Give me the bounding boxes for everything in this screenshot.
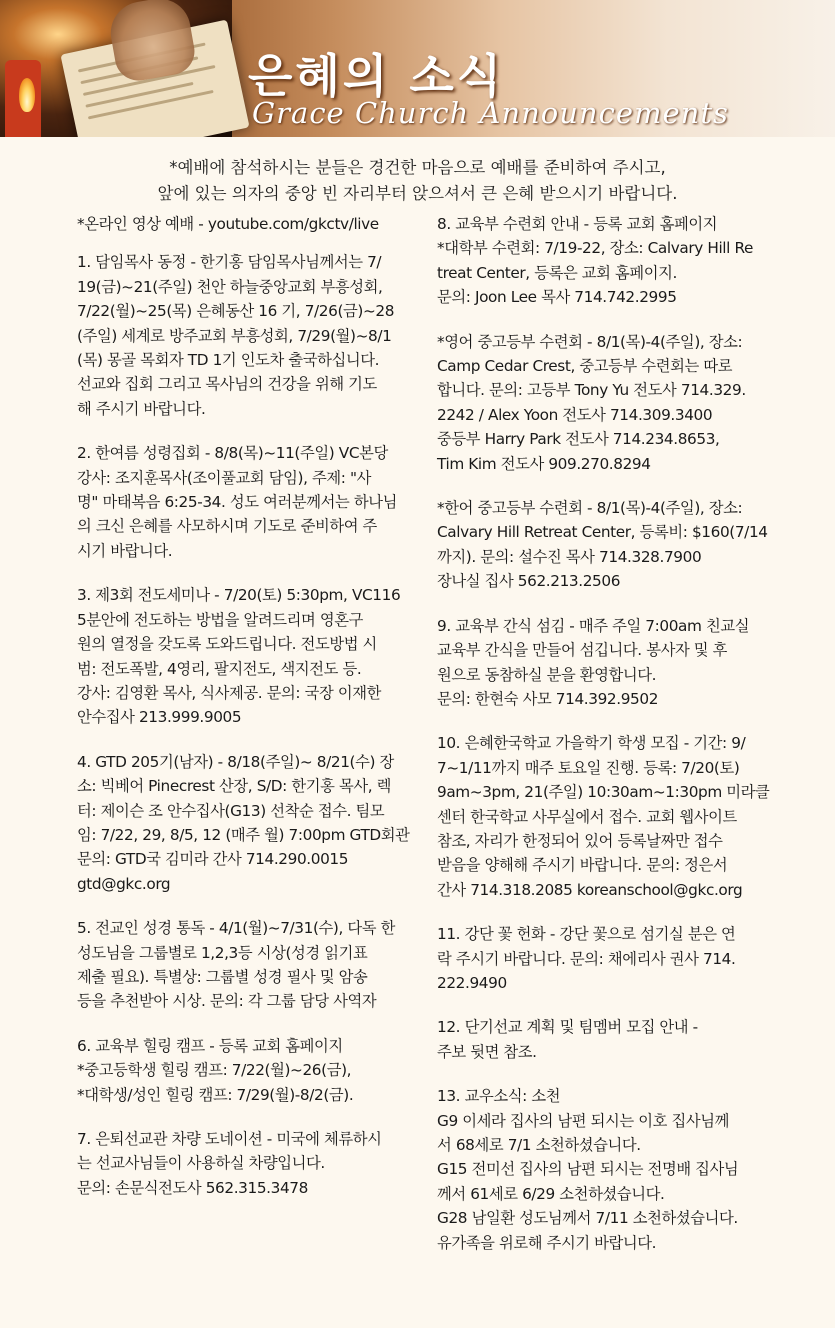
announcement-line: 3. 제3회 전도세미나 - 7/20(토) 5:30pm, VC116 bbox=[77, 586, 401, 605]
page-subtitle: Grace Church Announcements bbox=[252, 96, 729, 130]
announcement-item bbox=[77, 250, 429, 421]
announcement-line: 주보 뒷면 참조. bbox=[437, 1042, 537, 1061]
intro-line: *예배에 참석하시는 분들은 경건한 마음으로 예배를 준비하여 주시고, bbox=[169, 158, 666, 177]
announcement-line: 받음을 양해해 주시기 바랍니다. 문의: 정은서 bbox=[437, 856, 728, 875]
announcement-line: 9am~3pm, 21(주일) 10:30am~1:30pm 미라클 bbox=[437, 783, 770, 802]
announcement-line: 7. 은퇴선교관 차량 도네이션 - 미국에 체류하시 bbox=[77, 1130, 382, 1148]
announcement-line: (주일) 세계로 방주교회 부흥성회, 7/29(월)~8/1 bbox=[77, 326, 392, 345]
announcement-line: gtd@gkc.org bbox=[77, 874, 171, 893]
announcement-item bbox=[437, 496, 794, 594]
announcement-line: 12. 단기선교 계획 및 팀멤버 모집 안내 - bbox=[437, 1018, 698, 1037]
announcement-item bbox=[437, 212, 794, 310]
announcement-line: 명" 마태복음 6:25-34. 성도 여러분께서는 하나님 bbox=[77, 493, 397, 512]
announcement-line: 합니다. 문의: 고등부 Tony Yu 전도사 714.329. bbox=[437, 381, 746, 400]
announcement-line: 문의: Joon Lee 목사 714.742.2995 bbox=[437, 288, 677, 307]
announcement-line: 5. 전교인 성경 통독 - 4/1(월)~7/31(수), 다독 한 bbox=[77, 919, 395, 938]
candle-icon bbox=[5, 60, 41, 137]
announcement-line: 5분안에 전도하는 방법을 알려드리며 영혼구 bbox=[77, 610, 363, 629]
announcement-line: 강사: 김영환 목사, 식사제공. 문의: 국장 이재한 bbox=[77, 683, 381, 702]
intro-notice bbox=[0, 155, 835, 207]
candle-bible-photo bbox=[0, 0, 232, 137]
announcement-line: *중고등학생 힐링 캠프: 7/22(월)~26(금), bbox=[77, 1061, 352, 1080]
announcement-line: 선교와 집회 그리고 목사님의 건강을 위해 기도 bbox=[77, 375, 377, 394]
announcement-line: 는 선교사님들이 사용하실 차량입니다. bbox=[77, 1154, 325, 1173]
announcement-line: 2. 한여름 성령집회 - 8/8(목)~11(주일) VC본당 bbox=[77, 444, 388, 463]
announcement-line: 안수집사 213.999.9005 bbox=[77, 708, 242, 727]
announcement-line: 해 주시기 바랍니다. bbox=[77, 399, 206, 418]
announcement-line: 1. 담임목사 동정 - 한기홍 담임목사님께서는 7/ bbox=[77, 253, 382, 272]
announcement-item bbox=[437, 614, 794, 712]
announcement-line: 소: 빅베어 Pinecrest 산장, S/D: 한기홍 목사, 렉 bbox=[77, 777, 392, 796]
announcement-line: 강사: 조지훈목사(조이풀교회 담임), 주제: "사 bbox=[77, 468, 371, 487]
flame-icon bbox=[19, 78, 35, 112]
announcement-line: 성도님을 그룹별로 1,2,3등 시상(성경 읽기표 bbox=[77, 943, 368, 962]
announcement-line: 7~1/11까지 매주 토요일 진행. 등록: 7/20(토) bbox=[437, 758, 740, 777]
left-column bbox=[77, 212, 429, 1220]
announcement-line: G9 이세라 집사의 남편 되시는 이호 집사님께 bbox=[437, 1111, 729, 1130]
announcement-item bbox=[437, 330, 794, 476]
announcement-item bbox=[77, 916, 429, 1014]
announcement-line: 교육부 간식을 만들어 섬깁니다. 봉사자 및 후 bbox=[437, 641, 728, 660]
announcement-line: *한어 중고등부 수련회 - 8/1(목)-4(주일), 장소: bbox=[437, 499, 743, 518]
announcement-line: 께서 61세로 6/29 소천하셨습니다. bbox=[437, 1184, 665, 1203]
announcement-item bbox=[77, 583, 429, 729]
announcement-item bbox=[437, 1015, 794, 1064]
announcement-line: 센터 한국학교 사무실에서 접수. 교회 웹사이트 bbox=[437, 807, 737, 826]
announcement-line: 문의: 한현숙 사모 714.392.9502 bbox=[437, 689, 659, 708]
announcement-line: 13. 교우소식: 소천 bbox=[437, 1087, 561, 1106]
announcement-line: 6. 교육부 힐링 캠프 - 등록 교회 홈페이지 bbox=[77, 1036, 343, 1055]
announcement-line: 11. 강단 꽃 헌화 - 강단 꽃으로 섬기실 분은 연 bbox=[437, 925, 736, 944]
announcement-item bbox=[77, 212, 429, 236]
announcement-line: 서 68세로 7/1 소천하셨습니다. bbox=[437, 1136, 641, 1154]
announcement-line: 참조, 자리가 한정되어 있어 등록날짜만 접수 bbox=[437, 831, 723, 850]
announcement-line: 락 주시기 바랍니다. 문의: 채에리사 권사 714. bbox=[437, 949, 736, 968]
announcement-line: Calvary Hill Retreat Center, 등록비: $160(7/14 bbox=[437, 523, 768, 542]
announcement-line: 10. 은혜한국학교 가을학기 학생 모집 - 기간: 9/ bbox=[437, 734, 746, 753]
announcement-line: 제출 필요). 특별상: 그룹별 성경 필사 및 암송 bbox=[77, 967, 368, 986]
announcement-item bbox=[77, 1034, 429, 1107]
announcement-line: 7/22(월)~25(목) 은혜동산 16 기, 7/26(금)~28 bbox=[77, 302, 395, 321]
announcement-item bbox=[77, 750, 429, 896]
announcement-line: 222.9490 bbox=[437, 973, 507, 992]
announcement-line: *대학생/성인 힐링 캠프: 7/29(월)-8/2(금). bbox=[77, 1085, 354, 1104]
announcement-line: 문의: GTD국 김미라 간사 714.290.0015 bbox=[77, 850, 349, 869]
announcement-line: (목) 몽골 목회자 TD 1기 인도차 출국하십니다. bbox=[77, 351, 380, 370]
announcement-item bbox=[437, 731, 794, 902]
announcement-line: Camp Cedar Crest, 중고등부 수련회는 따로 bbox=[437, 357, 733, 376]
announcement-line: 터: 제이슨 조 안수집사(G13) 선착순 접수. 팀모 bbox=[77, 801, 385, 820]
announcement-item bbox=[77, 441, 429, 563]
announcement-line: 등을 추천받아 시상. 문의: 각 그룹 담당 사역자 bbox=[77, 992, 377, 1011]
announcement-line: 범: 전도폭발, 4영리, 팔지전도, 색지전도 등. bbox=[77, 659, 362, 678]
announcement-line: treat Center, 등록은 교회 홈페이지. bbox=[437, 263, 677, 282]
announcement-line: G15 전미선 집사의 남편 되시는 전명배 집사님 bbox=[437, 1160, 739, 1179]
announcement-line: *온라인 영상 예배 - youtube.com/gkctv/live bbox=[77, 215, 379, 233]
announcement-line: 원의 열정을 갖도록 도와드립니다. 전도방법 시 bbox=[77, 635, 377, 654]
announcement-item bbox=[437, 922, 794, 995]
announcement-line: 9. 교육부 간식 섬김 - 매주 주일 7:00am 친교실 bbox=[437, 616, 750, 635]
announcement-line: 유가족을 위로해 주시기 바랍니다. bbox=[437, 1233, 657, 1252]
announcement-line: 원으로 동참하실 분을 환영합니다. bbox=[437, 665, 657, 684]
announcement-line: 임: 7/22, 29, 8/5, 12 (매주 월) 7:00pm GTD회관 bbox=[77, 825, 410, 844]
header-banner bbox=[0, 0, 835, 137]
announcement-line: *대학부 수련회: 7/19-22, 장소: Calvary Hill Re bbox=[437, 239, 754, 258]
announcement-line: 의 크신 은혜를 사모하시며 기도로 준비하여 주 bbox=[77, 517, 377, 536]
announcement-line: 중등부 Harry Park 전도사 714.234.8653, bbox=[437, 430, 720, 449]
announcement-line: 간사 714.318.2085 koreanschool@gkc.org bbox=[437, 880, 743, 899]
announcement-line: G28 남일환 성도님께서 7/11 소천하셨습니다. bbox=[437, 1209, 738, 1228]
announcement-line: 문의: 손문식전도사 562.315.3478 bbox=[77, 1178, 308, 1197]
announcement-line: 4. GTD 205기(남자) - 8/18(주일)~ 8/21(수) 장 bbox=[77, 752, 394, 771]
announcement-line: 19(금)~21(주일) 천안 하늘중앙교회 부흥성회, bbox=[77, 277, 383, 296]
announcement-line: 시기 바랍니다. bbox=[77, 541, 173, 560]
announcement-item bbox=[437, 1084, 794, 1255]
announcement-item bbox=[77, 1127, 429, 1200]
announcement-line: Tim Kim 전도사 909.270.8294 bbox=[437, 454, 651, 473]
intro-line: 앞에 있는 의자의 중앙 빈 자리부터 앉으셔서 큰 은혜 받으시기 바랍니다. bbox=[157, 184, 678, 203]
right-column bbox=[437, 212, 794, 1275]
announcement-line: 장나실 집사 562.213.2506 bbox=[437, 572, 621, 591]
page-title: 은혜의 소식 bbox=[248, 49, 505, 103]
announcement-line: 2242 / Alex Yoon 전도사 714.309.3400 bbox=[437, 405, 713, 424]
announcement-line: 까지). 문의: 설수진 목사 714.328.7900 bbox=[437, 547, 702, 566]
announcement-line: 8. 교육부 수련회 안내 - 등록 교회 홈페이지 bbox=[437, 215, 718, 233]
announcement-line: *영어 중고등부 수련회 - 8/1(목)-4(주일), 장소: bbox=[437, 332, 743, 351]
